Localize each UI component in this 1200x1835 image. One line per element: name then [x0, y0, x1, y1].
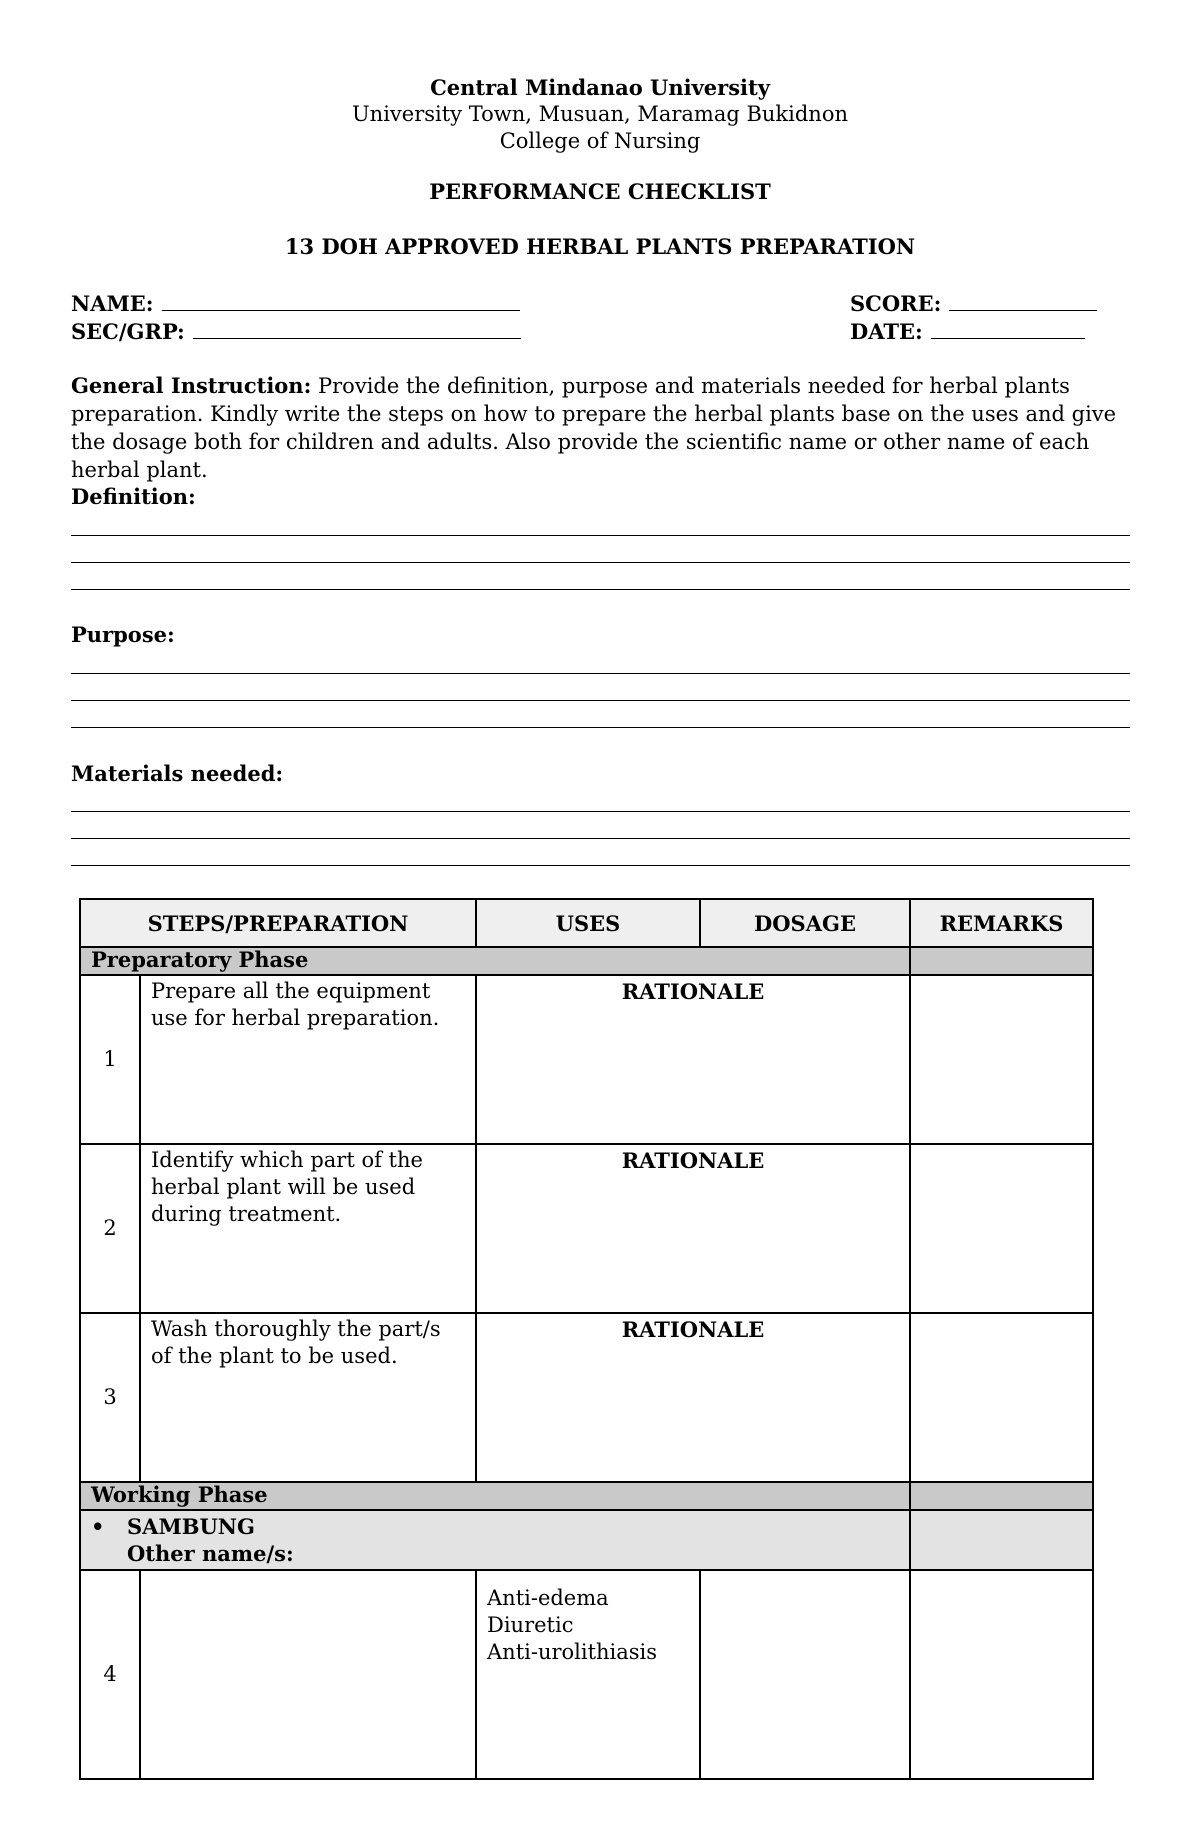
remarks-cell[interactable]: [910, 975, 1093, 1144]
definition-line[interactable]: [71, 562, 1130, 563]
name-blank[interactable]: [162, 290, 520, 311]
secgrp-field: [71, 318, 521, 345]
working-phase-label: Working Phase: [80, 1482, 910, 1510]
table-row: [80, 1313, 1093, 1482]
remarks-cell[interactable]: [910, 1570, 1093, 1779]
university-name: Central Mindanao University: [430, 75, 770, 100]
table-row: [80, 975, 1093, 1144]
score-label: SCORE:: [850, 291, 942, 316]
definition-label: Definition:: [71, 484, 196, 509]
materials-line[interactable]: [71, 865, 1130, 866]
purpose-line[interactable]: [71, 727, 1130, 728]
plant-row: [80, 1510, 1093, 1570]
step-number: 2: [80, 1144, 140, 1313]
date-label: DATE:: [850, 319, 923, 344]
dosage-cell[interactable]: [700, 1570, 910, 1779]
instruction-label: General Instruction:: [71, 373, 312, 398]
instruction-text: Provide the definition, purpose and materials needed for herbal plants preparation. Kindly write the steps on how to prepare the herbal plants base on the uses and give the dosage both for children and adults. Also provide the scientific name or other name of each herbal plant.: [71, 374, 1117, 482]
general-instruction: [71, 372, 1131, 484]
step-number: 3: [80, 1313, 140, 1482]
remarks-cell: [910, 1510, 1093, 1570]
step-number: 4: [80, 1570, 140, 1779]
document-title: 13 DOH APPROVED HERBAL PLANTS PREPARATION: [284, 234, 916, 259]
name-field: [71, 290, 520, 317]
table-header-row: [80, 899, 1093, 947]
purpose-line[interactable]: [71, 673, 1130, 674]
materials-line[interactable]: [71, 811, 1130, 812]
plant-name: SAMBUNG: [127, 1514, 255, 1539]
remarks-cell[interactable]: [910, 1313, 1093, 1482]
materials-label: Materials needed:: [71, 761, 284, 786]
checklist-table: [79, 898, 1094, 1780]
step-number: 1: [80, 975, 140, 1144]
step-text: Wash thoroughly the part/s of the plant to be used.: [140, 1313, 476, 1482]
table-row: [80, 1144, 1093, 1313]
date-blank[interactable]: [931, 318, 1085, 339]
bullet-icon: •: [91, 1514, 105, 1539]
definition-line[interactable]: [71, 589, 1130, 590]
name-label: NAME:: [71, 291, 154, 316]
use-item: Diuretic: [487, 1613, 574, 1637]
remarks-cell[interactable]: [910, 1144, 1093, 1313]
document-type: PERFORMANCE CHECKLIST: [429, 179, 771, 204]
remarks-cell: [910, 1482, 1093, 1510]
score-field: [850, 290, 1097, 317]
rationale-cell[interactable]: RATIONALE: [476, 1313, 910, 1482]
secgrp-label: SEC/GRP:: [71, 319, 185, 344]
header-dosage: DOSAGE: [700, 899, 910, 947]
working-phase-row: [80, 1482, 1093, 1510]
other-names-label: Other name/s:: [127, 1541, 294, 1566]
purpose-label: Purpose:: [71, 622, 175, 647]
definition-line[interactable]: [71, 535, 1130, 536]
college-name: College of Nursing: [499, 129, 701, 153]
materials-line[interactable]: [71, 838, 1130, 839]
table-row: [80, 1570, 1093, 1779]
use-item: Anti-edema: [487, 1586, 609, 1610]
header-uses: USES: [476, 899, 700, 947]
purpose-line[interactable]: [71, 700, 1130, 701]
preparatory-phase-row: [80, 947, 1093, 975]
step-text[interactable]: [140, 1570, 476, 1779]
uses-cell: [476, 1570, 700, 1779]
step-text: Identify which part of the herbal plant will be used during treatment.: [140, 1144, 476, 1313]
use-item: Anti-urolithiasis: [487, 1640, 658, 1664]
header-steps: STEPS/PREPARATION: [80, 899, 476, 947]
preparatory-phase-label: Preparatory Phase: [80, 947, 910, 975]
remarks-cell: [910, 947, 1093, 975]
date-field: [850, 318, 1085, 345]
secgrp-blank[interactable]: [193, 318, 521, 339]
rationale-cell[interactable]: RATIONALE: [476, 1144, 910, 1313]
university-address: University Town, Musuan, Maramag Bukidnon: [351, 102, 848, 126]
header-remarks: REMARKS: [910, 899, 1093, 947]
plant-cell: [80, 1510, 910, 1570]
score-blank[interactable]: [949, 290, 1097, 311]
rationale-cell[interactable]: RATIONALE: [476, 975, 910, 1144]
step-text: Prepare all the equipment use for herbal preparation.: [140, 975, 476, 1144]
